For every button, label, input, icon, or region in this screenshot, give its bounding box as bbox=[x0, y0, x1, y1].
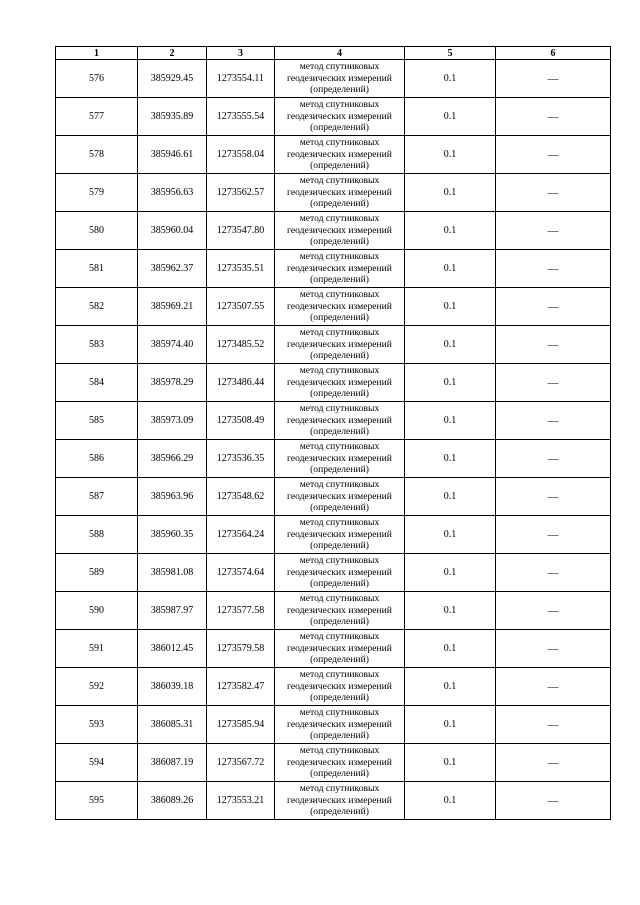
accuracy-cell: 0.1 bbox=[405, 364, 496, 402]
point-number-cell: 578 bbox=[56, 136, 138, 174]
accuracy-cell: 0.1 bbox=[405, 136, 496, 174]
note-cell: — bbox=[496, 60, 611, 98]
table-row bbox=[56, 98, 611, 136]
method-cell: метод спутниковых геодезических измерений (определений) bbox=[275, 60, 405, 98]
y-coordinate-cell: 1273555.54 bbox=[207, 98, 275, 136]
y-coordinate-cell: 1273485.52 bbox=[207, 326, 275, 364]
accuracy-cell: 0.1 bbox=[405, 174, 496, 212]
point-number-cell: 577 bbox=[56, 98, 138, 136]
accuracy-cell: 0.1 bbox=[405, 516, 496, 554]
note-cell: — bbox=[496, 592, 611, 630]
x-coordinate-cell: 386089.26 bbox=[138, 782, 207, 820]
y-coordinate-cell: 1273574.64 bbox=[207, 554, 275, 592]
point-number-cell: 593 bbox=[56, 706, 138, 744]
note-cell: — bbox=[496, 554, 611, 592]
table-header-row bbox=[56, 47, 611, 60]
table-row bbox=[56, 326, 611, 364]
method-cell: метод спутниковых геодезических измерений (определений) bbox=[275, 706, 405, 744]
column-header-5: 5 bbox=[405, 47, 496, 60]
y-coordinate-cell: 1273548.62 bbox=[207, 478, 275, 516]
column-header-1: 1 bbox=[56, 47, 138, 60]
x-coordinate-cell: 385946.61 bbox=[138, 136, 207, 174]
table-row bbox=[56, 136, 611, 174]
method-cell: метод спутниковых геодезических измерений (определений) bbox=[275, 668, 405, 706]
accuracy-cell: 0.1 bbox=[405, 478, 496, 516]
point-number-cell: 581 bbox=[56, 250, 138, 288]
note-cell: — bbox=[496, 516, 611, 554]
note-cell: — bbox=[496, 98, 611, 136]
table-row bbox=[56, 744, 611, 782]
method-cell: метод спутниковых геодезических измерений (определений) bbox=[275, 554, 405, 592]
table-row bbox=[56, 364, 611, 402]
point-number-cell: 580 bbox=[56, 212, 138, 250]
note-cell: — bbox=[496, 326, 611, 364]
point-number-cell: 579 bbox=[56, 174, 138, 212]
x-coordinate-cell: 385973.09 bbox=[138, 402, 207, 440]
method-cell: метод спутниковых геодезических измерений (определений) bbox=[275, 592, 405, 630]
note-cell: — bbox=[496, 668, 611, 706]
point-number-cell: 587 bbox=[56, 478, 138, 516]
y-coordinate-cell: 1273579.58 bbox=[207, 630, 275, 668]
accuracy-cell: 0.1 bbox=[405, 592, 496, 630]
x-coordinate-cell: 385960.35 bbox=[138, 516, 207, 554]
point-number-cell: 594 bbox=[56, 744, 138, 782]
table-row bbox=[56, 288, 611, 326]
note-cell: — bbox=[496, 440, 611, 478]
note-cell: — bbox=[496, 364, 611, 402]
point-number-cell: 586 bbox=[56, 440, 138, 478]
method-cell: метод спутниковых геодезических измерений (определений) bbox=[275, 516, 405, 554]
point-number-cell: 589 bbox=[56, 554, 138, 592]
method-cell: метод спутниковых геодезических измерений (определений) bbox=[275, 630, 405, 668]
accuracy-cell: 0.1 bbox=[405, 402, 496, 440]
y-coordinate-cell: 1273585.94 bbox=[207, 706, 275, 744]
note-cell: — bbox=[496, 136, 611, 174]
note-cell: — bbox=[496, 250, 611, 288]
table-row bbox=[56, 440, 611, 478]
accuracy-cell: 0.1 bbox=[405, 288, 496, 326]
y-coordinate-cell: 1273564.24 bbox=[207, 516, 275, 554]
note-cell: — bbox=[496, 630, 611, 668]
accuracy-cell: 0.1 bbox=[405, 250, 496, 288]
point-number-cell: 583 bbox=[56, 326, 138, 364]
point-number-cell: 591 bbox=[56, 630, 138, 668]
coordinates-table bbox=[55, 46, 611, 820]
x-coordinate-cell: 385969.21 bbox=[138, 288, 207, 326]
note-cell: — bbox=[496, 212, 611, 250]
table-body bbox=[56, 60, 611, 820]
x-coordinate-cell: 385963.96 bbox=[138, 478, 207, 516]
note-cell: — bbox=[496, 744, 611, 782]
table-row bbox=[56, 668, 611, 706]
note-cell: — bbox=[496, 174, 611, 212]
column-header-4: 4 bbox=[275, 47, 405, 60]
table-row bbox=[56, 554, 611, 592]
method-cell: метод спутниковых геодезических измерений (определений) bbox=[275, 364, 405, 402]
x-coordinate-cell: 385987.97 bbox=[138, 592, 207, 630]
y-coordinate-cell: 1273562.57 bbox=[207, 174, 275, 212]
point-number-cell: 590 bbox=[56, 592, 138, 630]
table-row bbox=[56, 60, 611, 98]
x-coordinate-cell: 385960.04 bbox=[138, 212, 207, 250]
method-cell: метод спутниковых геодезических измерений (определений) bbox=[275, 402, 405, 440]
table-row bbox=[56, 402, 611, 440]
note-cell: — bbox=[496, 706, 611, 744]
x-coordinate-cell: 385974.40 bbox=[138, 326, 207, 364]
y-coordinate-cell: 1273486.44 bbox=[207, 364, 275, 402]
method-cell: метод спутниковых геодезических измерений (определений) bbox=[275, 478, 405, 516]
x-coordinate-cell: 385981.08 bbox=[138, 554, 207, 592]
x-coordinate-cell: 385962.37 bbox=[138, 250, 207, 288]
y-coordinate-cell: 1273577.58 bbox=[207, 592, 275, 630]
y-coordinate-cell: 1273553.21 bbox=[207, 782, 275, 820]
y-coordinate-cell: 1273554.11 bbox=[207, 60, 275, 98]
point-number-cell: 588 bbox=[56, 516, 138, 554]
x-coordinate-cell: 385978.29 bbox=[138, 364, 207, 402]
method-cell: метод спутниковых геодезических измерений (определений) bbox=[275, 212, 405, 250]
method-cell: метод спутниковых геодезических измерений (определений) bbox=[275, 744, 405, 782]
x-coordinate-cell: 386012.45 bbox=[138, 630, 207, 668]
y-coordinate-cell: 1273547.80 bbox=[207, 212, 275, 250]
x-coordinate-cell: 385966.29 bbox=[138, 440, 207, 478]
accuracy-cell: 0.1 bbox=[405, 60, 496, 98]
method-cell: метод спутниковых геодезических измерений (определений) bbox=[275, 326, 405, 364]
method-cell: метод спутниковых геодезических измерений (определений) bbox=[275, 174, 405, 212]
method-cell: метод спутниковых геодезических измерений (определений) bbox=[275, 250, 405, 288]
x-coordinate-cell: 386085.31 bbox=[138, 706, 207, 744]
y-coordinate-cell: 1273508.49 bbox=[207, 402, 275, 440]
x-coordinate-cell: 386087.19 bbox=[138, 744, 207, 782]
table-row bbox=[56, 592, 611, 630]
table-row bbox=[56, 212, 611, 250]
method-cell: метод спутниковых геодезических измерений (определений) bbox=[275, 440, 405, 478]
point-number-cell: 585 bbox=[56, 402, 138, 440]
y-coordinate-cell: 1273567.72 bbox=[207, 744, 275, 782]
point-number-cell: 584 bbox=[56, 364, 138, 402]
x-coordinate-cell: 385935.89 bbox=[138, 98, 207, 136]
accuracy-cell: 0.1 bbox=[405, 782, 496, 820]
table-row bbox=[56, 706, 611, 744]
accuracy-cell: 0.1 bbox=[405, 630, 496, 668]
accuracy-cell: 0.1 bbox=[405, 706, 496, 744]
method-cell: метод спутниковых геодезических измерений (определений) bbox=[275, 98, 405, 136]
point-number-cell: 582 bbox=[56, 288, 138, 326]
method-cell: метод спутниковых геодезических измерений (определений) bbox=[275, 288, 405, 326]
x-coordinate-cell: 386039.18 bbox=[138, 668, 207, 706]
column-header-6: 6 bbox=[496, 47, 611, 60]
y-coordinate-cell: 1273535.51 bbox=[207, 250, 275, 288]
table-row bbox=[56, 516, 611, 554]
note-cell: — bbox=[496, 478, 611, 516]
accuracy-cell: 0.1 bbox=[405, 668, 496, 706]
method-cell: метод спутниковых геодезических измерений (определений) bbox=[275, 782, 405, 820]
table-row bbox=[56, 630, 611, 668]
note-cell: — bbox=[496, 402, 611, 440]
table-row bbox=[56, 174, 611, 212]
x-coordinate-cell: 385929.45 bbox=[138, 60, 207, 98]
y-coordinate-cell: 1273536.35 bbox=[207, 440, 275, 478]
table-row bbox=[56, 478, 611, 516]
column-header-2: 2 bbox=[138, 47, 207, 60]
point-number-cell: 592 bbox=[56, 668, 138, 706]
y-coordinate-cell: 1273558.04 bbox=[207, 136, 275, 174]
point-number-cell: 595 bbox=[56, 782, 138, 820]
y-coordinate-cell: 1273507.55 bbox=[207, 288, 275, 326]
accuracy-cell: 0.1 bbox=[405, 554, 496, 592]
accuracy-cell: 0.1 bbox=[405, 744, 496, 782]
note-cell: — bbox=[496, 288, 611, 326]
note-cell: — bbox=[496, 782, 611, 820]
x-coordinate-cell: 385956.63 bbox=[138, 174, 207, 212]
accuracy-cell: 0.1 bbox=[405, 326, 496, 364]
column-header-3: 3 bbox=[207, 47, 275, 60]
table-row bbox=[56, 782, 611, 820]
y-coordinate-cell: 1273582.47 bbox=[207, 668, 275, 706]
table-row bbox=[56, 250, 611, 288]
accuracy-cell: 0.1 bbox=[405, 212, 496, 250]
point-number-cell: 576 bbox=[56, 60, 138, 98]
accuracy-cell: 0.1 bbox=[405, 440, 496, 478]
accuracy-cell: 0.1 bbox=[405, 98, 496, 136]
method-cell: метод спутниковых геодезических измерений (определений) bbox=[275, 136, 405, 174]
